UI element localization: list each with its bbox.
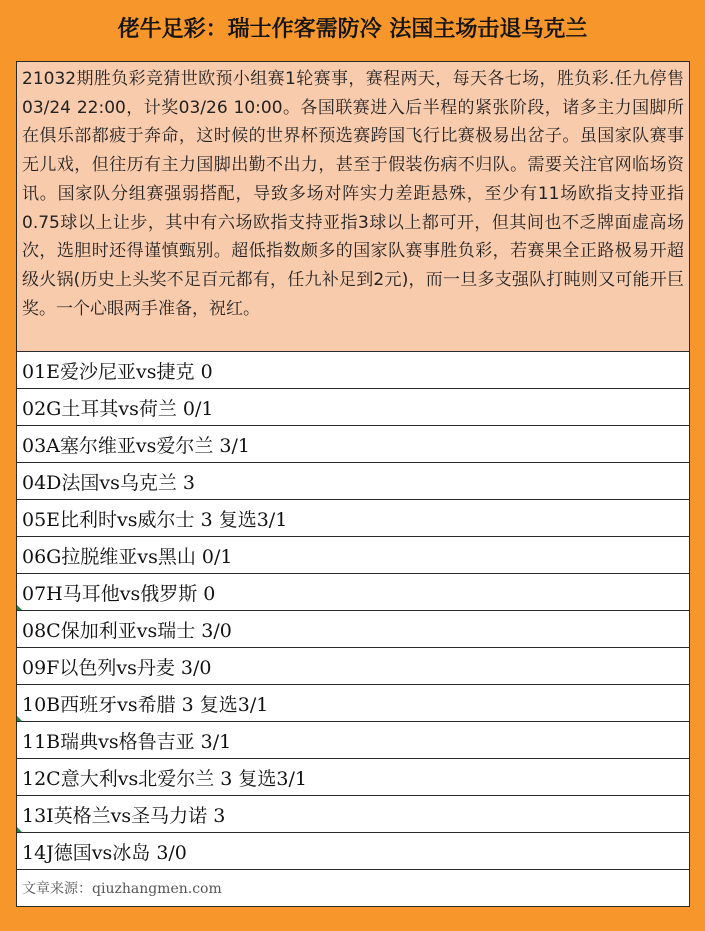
- intro-paragraph: 21032期胜负彩竞猜世欧预小组赛1轮赛事，赛程两天，每天各七场，胜负彩.任九停售03/24 22:00，计奖03/26 10:00。各国联赛进入后半程的紧张阶段，诸多主力国脚所在俱乐部都疲于奔命，这时候的世界杯预选赛跨国飞行比赛极易出岔子。虽国家队赛事无儿戏，但往历有主力国脚出勤不出力，甚至于假装伤病不归队。需要关注官网临场资讯。国家队分组赛强弱搭配，导致多场对阵实力差距悬殊，至少有11场欧指支持亚指0.75球以上让步，其中有六场欧指支持亚指3球以上都可开，但其间也不乏牌面虚高场次，选胆时还得谨慎甄别。超低指数颇多的国家队赛事胜负彩，若赛果全正路极易开超级火锅(历史上头奖不足百元都有，任九补足到2元)，而一旦多支强队打盹则又可能开巨奖。一个心眼两手准备，祝红。: [17, 62, 689, 352]
- match-text: 14J德国vs冰岛 3/0: [22, 841, 187, 864]
- match-text: 13I英格兰vs圣马力诺 3: [22, 804, 226, 827]
- match-text: 04D法国vs乌克兰 3: [22, 471, 196, 494]
- match-row: [17, 500, 689, 537]
- match-text: 10B西班牙vs希腊 3 复选3/1: [22, 693, 269, 716]
- match-row: [17, 574, 689, 611]
- cell-corner-marker: [17, 827, 22, 832]
- match-row: [17, 463, 689, 500]
- match-row: [17, 352, 689, 389]
- match-text: 12C意大利vs北爱尔兰 3 复选3/1: [22, 767, 307, 790]
- match-row: [17, 833, 689, 870]
- cell-corner-marker: [17, 605, 22, 610]
- match-text: 09F以色列vs丹麦 3/0: [22, 656, 212, 679]
- match-text: 01E爱沙尼亚vs捷克 0: [22, 360, 213, 383]
- match-row: [17, 537, 689, 574]
- match-text: 11B瑞典vs格鲁吉亚 3/1: [22, 730, 232, 753]
- source-credit: 文章来源：qiuzhangmen.com: [22, 881, 222, 897]
- match-row: [17, 611, 689, 648]
- match-row: [17, 648, 689, 685]
- match-row: [17, 759, 689, 796]
- match-row: [17, 796, 689, 833]
- match-row: [17, 722, 689, 759]
- match-row: [17, 389, 689, 426]
- match-text: 06G拉脱维亚vs黑山 0/1: [22, 545, 233, 568]
- match-text: 07H马耳他vs俄罗斯 0: [22, 582, 216, 605]
- match-text: 02G土耳其vs荷兰 0/1: [22, 397, 214, 420]
- article-title: 佬牛足彩：瑞士作客需防冷 法国主场击退乌克兰: [117, 17, 588, 42]
- match-text: 05E比利时vs威尔士 3 复选3/1: [22, 508, 288, 531]
- match-row: [17, 426, 689, 463]
- match-text: 03A塞尔维亚vs爱尔兰 3/1: [22, 434, 251, 457]
- prediction-table: [16, 61, 690, 907]
- match-row: [17, 685, 689, 722]
- match-text: 08C保加利亚vs瑞士 3/0: [22, 619, 232, 642]
- cell-corner-marker: [17, 716, 22, 721]
